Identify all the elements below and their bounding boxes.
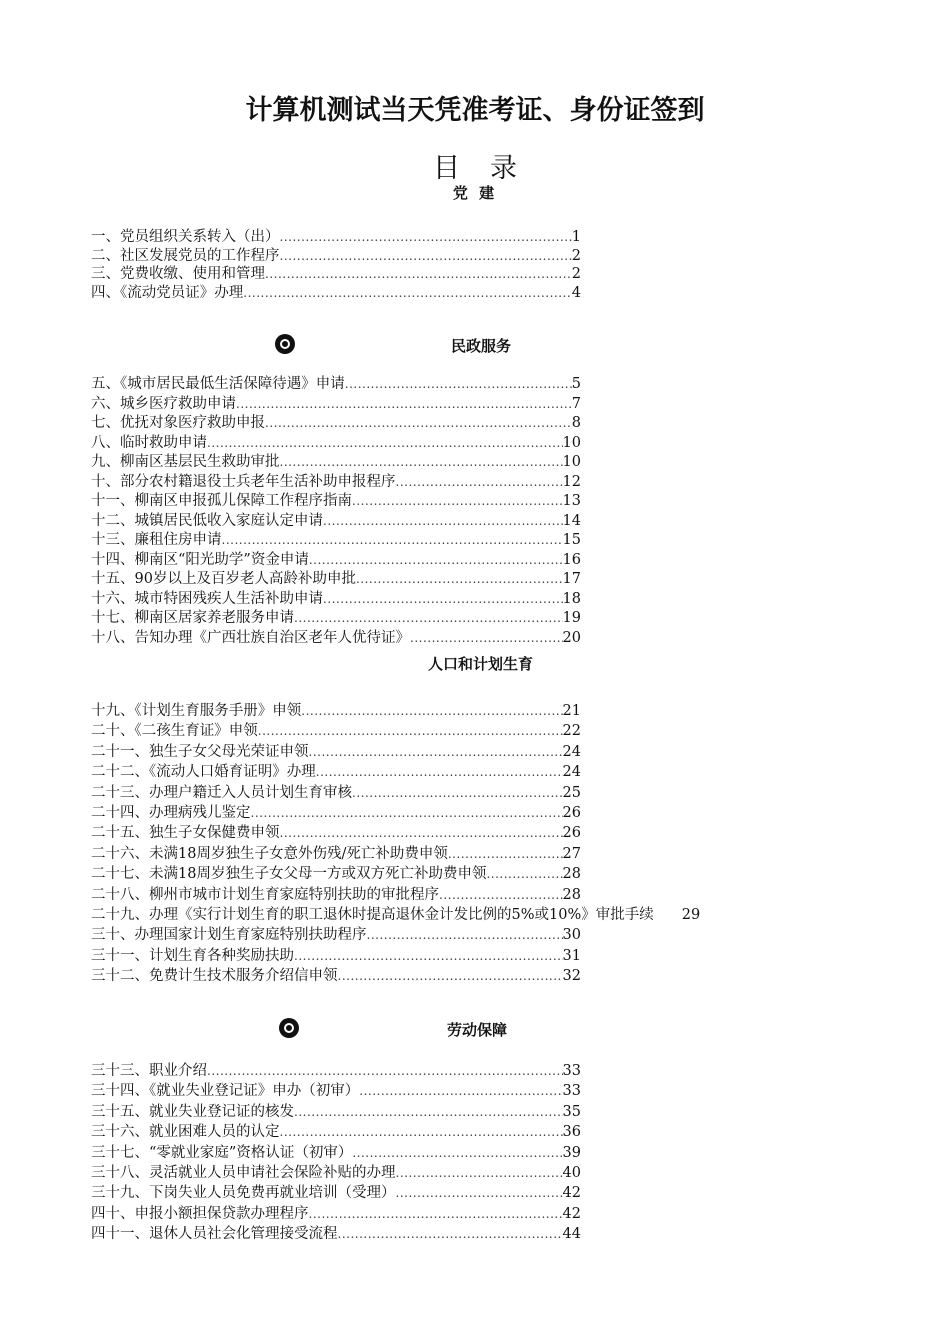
toc-item-page: 31 <box>562 947 581 964</box>
leader-dots <box>309 742 563 762</box>
toc-item-label: 十一、柳南区申报孤儿保障工作程序指南 <box>91 493 352 509</box>
toc-item[interactable] <box>91 551 581 571</box>
leader-dots <box>280 1122 563 1142</box>
leader-dots <box>352 492 563 512</box>
toc-item-label: 十三、廉租住房申请 <box>91 532 222 548</box>
toc-item-label: 三十二、免费计生技术服务介绍信申领 <box>91 968 338 985</box>
toc-item-page: 32 <box>562 968 581 985</box>
toc-item-page: 1 <box>571 229 581 245</box>
section-heading-civil-affairs: 民政服务 <box>451 337 512 355</box>
leader-dots <box>359 1081 562 1101</box>
toc-item-label: 三十八、灵活就业人员申请社会保险补贴的办理 <box>91 1164 396 1181</box>
toc-item[interactable] <box>91 590 581 610</box>
toc-item[interactable] <box>91 375 581 395</box>
leader-dots <box>352 1143 562 1163</box>
leader-dots <box>280 247 572 266</box>
toc-item-label: 四十、申报小额担保贷款办理程序 <box>91 1205 309 1222</box>
toc-item-label: 二十、《二孩生育证》申领 <box>91 723 258 740</box>
toc-item-page: 10 <box>562 454 581 470</box>
toc-item-page: 26 <box>562 804 581 821</box>
toc-item-page: 2 <box>571 247 581 264</box>
toc-item[interactable] <box>91 1183 581 1203</box>
toc-item-page: 29 <box>681 906 701 923</box>
toc-item-label: 三十五、就业失业登记证的核发 <box>91 1103 294 1120</box>
toc-item[interactable] <box>91 925 581 945</box>
leader-dots <box>396 1163 563 1183</box>
toc-item-page: 16 <box>562 551 581 568</box>
toc-item-page: 35 <box>562 1103 581 1120</box>
leader-dots <box>410 629 563 649</box>
toc-item-page: 33 <box>562 1063 581 1079</box>
toc-item[interactable] <box>91 966 581 986</box>
toc-item[interactable] <box>91 434 581 454</box>
toc-item[interactable] <box>91 414 581 434</box>
toc-item-label: 二十一、独生子女父母光荣证申领 <box>91 743 309 760</box>
toc-item-label: 十七、柳南区居家养老服务申请 <box>91 610 294 626</box>
toc-item-page: 18 <box>562 590 581 607</box>
leader-dots <box>207 1061 563 1081</box>
toc-item-page: 19 <box>562 610 581 626</box>
toc-item-page: 14 <box>562 512 581 529</box>
toc-item-label: 一、党员组织关系转入（出） <box>91 229 280 245</box>
leader-dots <box>258 721 563 741</box>
section-heading-family-planning: 人口和计划生育 <box>428 655 534 673</box>
toc-item-page: 22 <box>562 723 581 740</box>
toc-item-label: 三十九、下岗失业人员免费再就业培训（受理） <box>91 1185 396 1202</box>
leader-dots <box>294 609 563 629</box>
toc-item-label: 四、《流动党员证》办理 <box>91 284 244 301</box>
toc-item-label: 十五、90岁以上及百岁老人高龄补助申批 <box>91 571 356 587</box>
toc-list-party <box>91 228 581 302</box>
toc-item-label: 十、部分农村籍退役士兵老年生活补助申报程序 <box>91 473 396 490</box>
toc-item-page: 26 <box>562 825 581 842</box>
toc-item-label: 十六、城市特困残疾人生活补助申请 <box>91 590 323 607</box>
toc-item-page: 10 <box>562 434 581 451</box>
toc-item[interactable] <box>91 742 581 762</box>
toc-item-page: 15 <box>562 532 581 548</box>
toc-item-label: 三十三、职业介绍 <box>91 1063 207 1079</box>
toc-item-page: 28 <box>562 886 581 903</box>
leader-dots <box>396 473 563 493</box>
toc-item-label: 三十一、计划生育各种奖励扶助 <box>91 947 294 964</box>
toc-item[interactable] <box>91 783 581 803</box>
leader-dots <box>222 531 563 551</box>
leader-dots <box>396 1183 563 1203</box>
toc-item-page: 13 <box>562 493 581 509</box>
toc-item[interactable] <box>91 1122 581 1142</box>
toc-item-page: 17 <box>562 571 581 587</box>
toc-item-page: 44 <box>562 1226 581 1243</box>
toc-item[interactable] <box>91 228 581 247</box>
toc-title: 目录 <box>433 153 547 184</box>
toc-item-label: 三十七、“零就业家庭”资格认证（初审） <box>91 1144 353 1161</box>
toc-item-page: 12 <box>562 473 581 490</box>
toc-item[interactable] <box>91 885 581 905</box>
toc-item-page: 28 <box>562 866 581 883</box>
toc-item-label: 三、党费收缴、使用和管理 <box>91 266 265 282</box>
toc-item[interactable] <box>91 1163 581 1183</box>
leader-dots <box>309 1204 563 1224</box>
leader-dots <box>439 885 563 905</box>
toc-item[interactable] <box>91 1102 581 1122</box>
leader-dots <box>448 844 563 864</box>
leader-dots <box>301 701 562 721</box>
toc-item[interactable] <box>91 247 581 266</box>
leader-dots <box>236 395 572 415</box>
leader-dots <box>486 864 562 884</box>
toc-item-label: 八、临时救助申请 <box>91 434 207 451</box>
toc-item[interactable] <box>91 1224 581 1244</box>
leader-dots <box>265 265 572 284</box>
toc-item[interactable] <box>91 1061 581 1081</box>
leader-dots <box>338 966 563 986</box>
leader-dots <box>356 570 563 590</box>
toc-item-label: 六、城乡医疗救助申请 <box>91 395 236 412</box>
toc-item-label: 七、优抚对象医疗救助申报 <box>91 415 265 431</box>
leader-dots <box>207 434 563 454</box>
toc-item-label: 三十四、《就业失业登记证》申办（初审） <box>91 1083 360 1100</box>
toc-item-page: 21 <box>562 703 581 719</box>
section-heading-labor-security: 劳动保障 <box>447 1021 508 1039</box>
toc-item-label: 二十六、未满18周岁独生子女意外伤残/死亡补助费申领 <box>91 845 448 862</box>
toc-item-label: 二十二、《流动人口婚育证明》办理 <box>91 764 316 781</box>
toc-item[interactable] <box>91 629 581 649</box>
leader-dots <box>323 512 563 532</box>
toc-item-label: 二十五、独生子女保健费申领 <box>91 825 280 842</box>
toc-item-page: 24 <box>562 743 581 760</box>
toc-item-label: 三十六、就业困难人员的认定 <box>91 1124 280 1141</box>
toc-item[interactable] <box>91 701 581 721</box>
toc-list-family-planning <box>91 701 701 986</box>
leader-dots <box>280 823 563 843</box>
leader-dots <box>367 925 563 945</box>
toc-item-page: 24 <box>562 764 581 781</box>
toc-item-label: 五、《城市居民最低生活保障待遇》申请 <box>91 376 345 392</box>
leader-dots <box>294 946 563 966</box>
toc-item-page: 20 <box>562 629 581 646</box>
toc-item-page: 5 <box>571 376 581 392</box>
toc-item[interactable] <box>91 265 581 284</box>
leader-dots <box>345 375 572 395</box>
toc-item[interactable] <box>91 395 581 415</box>
toc-item[interactable] <box>91 823 581 843</box>
toc-item-label: 二十九、办理《实行计划生育的职工退休时提高退休金计发比例的5%或10%》审批手续 <box>91 906 654 923</box>
toc-item-label: 九、柳南区基层民生救助审批 <box>91 454 280 470</box>
leader-dots <box>294 1102 563 1122</box>
toc-item[interactable] <box>91 453 581 473</box>
toc-item-page: 4 <box>571 284 581 301</box>
toc-item[interactable] <box>91 803 581 823</box>
toc-item-page: 39 <box>562 1144 581 1161</box>
toc-item[interactable] <box>91 473 581 493</box>
toc-item[interactable] <box>91 609 581 629</box>
toc-item[interactable] <box>91 512 581 532</box>
leader-dots <box>251 803 563 823</box>
toc-item[interactable] <box>91 1143 581 1163</box>
document-title: 计算机测试当天凭准考证、身份证签到 <box>245 95 705 126</box>
leader-dots <box>338 1224 563 1244</box>
toc-item[interactable] <box>91 844 581 864</box>
toc-item-label: 十九、《计划生育服务手册》申领 <box>91 703 302 719</box>
toc-item[interactable] <box>91 1081 581 1101</box>
leader-dots <box>280 228 572 247</box>
toc-item-label: 四十一、退休人员社会化管理接受流程 <box>91 1226 338 1243</box>
toc-item-label: 十八、告知办理《广西壮族自治区老年人优待证》 <box>91 629 410 646</box>
toc-item[interactable] <box>91 946 581 966</box>
toc-item[interactable] <box>91 284 581 303</box>
toc-item-page: 2 <box>571 266 581 282</box>
toc-list-labor-security <box>91 1061 581 1245</box>
toc-item[interactable] <box>91 721 581 741</box>
toc-list-civil-affairs <box>91 375 581 648</box>
toc-item[interactable] <box>91 570 581 590</box>
toc-item-label: 三十、办理国家计划生育家庭特别扶助程序 <box>91 927 367 944</box>
leader-dots <box>265 414 572 434</box>
emblem-icon <box>275 334 295 354</box>
toc-item-label: 二十四、办理病残儿鉴定 <box>91 804 251 821</box>
toc-item[interactable] <box>91 864 581 884</box>
toc-item-page: 7 <box>571 395 581 412</box>
section-heading-party: 党 建 <box>452 184 498 202</box>
toc-item-label: 十四、柳南区“阳光助学”资金申请 <box>91 551 309 568</box>
toc-item-page: 8 <box>571 415 581 431</box>
leader-dots <box>309 551 563 571</box>
toc-item-page: 42 <box>562 1185 581 1202</box>
toc-item-label: 二十七、未满18周岁独生子女父母一方或双方死亡补助费申领 <box>91 866 487 883</box>
toc-item-label: 二、社区发展党员的工作程序 <box>91 247 280 264</box>
toc-item[interactable] <box>91 905 701 925</box>
toc-item-label: 二十八、柳州市城市计划生育家庭特别扶助的审批程序 <box>91 886 439 903</box>
toc-item-label: 二十三、办理户籍迁入人员计划生育审核 <box>91 784 352 801</box>
leader-dots <box>316 762 563 782</box>
leader-dots <box>243 284 572 303</box>
toc-item-page: 42 <box>562 1205 581 1222</box>
toc-item-page: 36 <box>562 1124 581 1141</box>
emblem-icon <box>279 1018 299 1038</box>
toc-item-page: 30 <box>562 927 581 944</box>
toc-item-page: 25 <box>562 784 581 801</box>
toc-item[interactable] <box>91 1204 581 1224</box>
toc-item-page: 40 <box>562 1164 581 1181</box>
toc-item-page: 27 <box>562 845 581 862</box>
leader-dots <box>323 590 563 610</box>
toc-item-page: 33 <box>562 1083 581 1100</box>
toc-item[interactable] <box>91 762 581 782</box>
toc-item[interactable] <box>91 531 581 551</box>
toc-item-label: 十二、城镇居民低收入家庭认定申请 <box>91 512 323 529</box>
leader-dots <box>280 453 563 473</box>
leader-dots <box>352 783 563 803</box>
toc-item[interactable] <box>91 492 581 512</box>
